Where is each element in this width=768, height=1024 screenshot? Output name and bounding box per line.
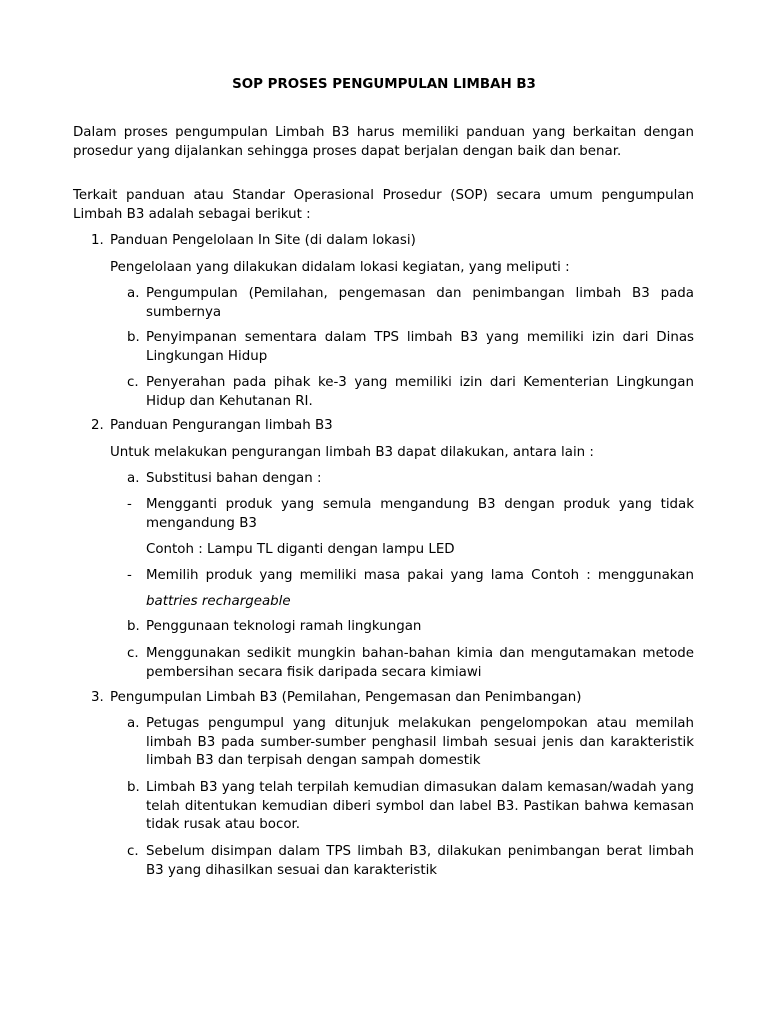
section-1-item-a-marker: a. [127,286,140,301]
section-2-item-c: Menggunakan sedikit mungkin bahan-bahan kimia dan mengutamakan metode pembersihan secara fisik daripada secara kimiawi [146,646,694,680]
section-2-number: 2. [91,418,104,433]
section-3-heading: Pengumpulan Limbah B3 (Pemilahan, Pengemasan dan Penimbangan) [110,690,582,705]
intro-paragraph-1: Dalam proses pengumpulan Limbah B3 harus memiliki panduan yang berkaitan dengan prosedur yang dijalankan sehingga proses dapat berjalan dengan baik dan benar. [73,125,694,159]
section-1-lead: Pengelolaan yang dilakukan didalam lokasi kegiatan, yang meliputi : [110,260,570,275]
section-2-dash-2-continuation: battries rechargeable [146,594,291,609]
section-2-dash-1: Mengganti produk yang semula mengandung B3 dengan produk yang tidak mengandung B3 [146,497,694,531]
intro-paragraph-2: Terkait panduan atau Standar Operasional Prosedur (SOP) secara umum pengumpulan Limbah B3 adalah sebagai berikut : [73,188,694,222]
section-3-item-a: Petugas pengumpul yang ditunjuk melakukan pengelompokan atau memilah limbah B3 pada sumber-sumber penghasil limbah sesuai jenis dan karakteristik limbah B3 dan terpisah dengan sampah domestik [146,716,694,768]
section-2-dash-1-marker: - [127,497,132,512]
section-1-item-b-marker: b. [127,330,140,345]
section-1-item-c-marker: c. [127,375,139,390]
section-3-number: 3. [91,690,104,705]
section-1-heading: Panduan Pengelolaan In Site (di dalam lokasi) [110,233,416,248]
section-2-item-b-marker: b. [127,619,140,634]
section-2-lead: Untuk melakukan pengurangan limbah B3 dapat dilakukan, antara lain : [110,445,594,460]
section-2-item-c-marker: c. [127,646,139,661]
section-1-item-b: Penyimpanan sementara dalam TPS limbah B3 yang memiliki izin dari Dinas Lingkungan Hidup [146,330,694,364]
section-2-item-a: Substitusi bahan dengan : [146,471,322,486]
document-title: SOP PROSES PENGUMPULAN LIMBAH B3 [232,77,536,92]
section-2-example: Contoh : Lampu TL diganti dengan lampu LED [146,542,455,557]
section-2-item-b: Penggunaan teknologi ramah lingkungan [146,619,422,634]
section-2-dash-2: Memilih produk yang memiliki masa pakai yang lama Contoh : menggunakan [146,568,694,583]
section-3-item-b: Limbah B3 yang telah terpilah kemudian dimasukan dalam kemasan/wadah yang telah ditentukan kemudian diberi symbol dan label B3. Pastikan bahwa kemasan tidak rusak atau bocor. [146,780,694,832]
section-3-item-c-marker: c. [127,844,139,859]
section-2-item-a-marker: a. [127,471,140,486]
section-2-heading: Panduan Pengurangan limbah B3 [110,418,333,433]
section-1-item-c: Penyerahan pada pihak ke-3 yang memiliki izin dari Kementerian Lingkungan Hidup dan Kehutanan RI. [146,375,694,409]
section-3-item-c: Sebelum disimpan dalam TPS limbah B3, dilakukan penimbangan berat limbah B3 yang dihasilkan sesuai dan karakteristik [146,844,694,878]
section-3-item-a-marker: a. [127,716,140,731]
section-1-item-a: Pengumpulan (Pemilahan, pengemasan dan penimbangan limbah B3 pada sumbernya [146,286,694,320]
section-1-number: 1. [91,233,104,248]
section-3-item-b-marker: b. [127,780,140,795]
section-2-dash-2-marker: - [127,568,132,583]
